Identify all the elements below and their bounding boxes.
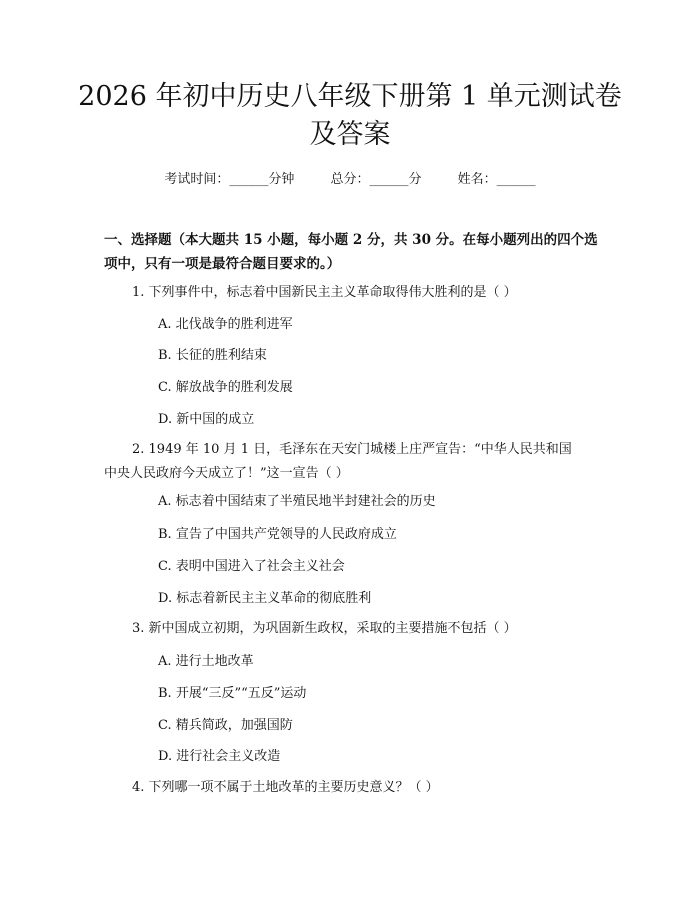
exam-time: 考试时间：______分钟	[164, 172, 295, 187]
page-title	[60, 78, 640, 154]
question-2-stem-line-2: 中央人民政府今天成立了！”这一宣告（ ）	[104, 466, 349, 481]
question-2-option-a: A. 标志着中国结束了半殖民地半封建社会的历史	[158, 494, 436, 509]
section-heading	[104, 228, 614, 276]
question-1-option-a: A. 北伐战争的胜利进军	[158, 317, 293, 332]
exam-info	[0, 168, 700, 187]
section-heading-line-2: 项中，只有一项是最符合题目要求的。）	[104, 256, 341, 272]
question-2-option-c: C. 表明中国进入了社会主义社会	[158, 559, 345, 574]
question-3-option-c: C. 精兵简政，加强国防	[158, 718, 293, 733]
section-heading-line-1: 一、选择题（本大题共 15 小题，每小题 2 分，共 30 分。在每小题列出的四个选	[104, 232, 598, 248]
question-4-stem: 4. 下列哪一项不属于土地改革的主要历史意义？（ ）	[132, 780, 439, 795]
student-name: 姓名：______	[457, 172, 536, 187]
question-3-option-b: B. 开展“三反”“五反”运动	[158, 686, 307, 701]
title-line-2: 及答案	[309, 119, 391, 150]
question-1-option-d: D. 新中国的成立	[158, 412, 255, 427]
title-line-1: 2026 年初中历史八年级下册第 1 单元测试卷	[78, 81, 622, 112]
question-1-option-b: B. 长征的胜利结束	[158, 348, 267, 363]
question-2-option-d: D. 标志着新民主主义革命的彻底胜利	[158, 591, 372, 606]
question-3-option-d: D. 进行社会主义改造	[158, 749, 281, 764]
question-1-stem: 1. 下列事件中，标志着中国新民主主义革命取得伟大胜利的是（ ）	[132, 285, 517, 300]
question-3-stem: 3. 新中国成立初期，为巩固新生政权，采取的主要措施不包括（ ）	[132, 621, 517, 636]
question-2-option-b: B. 宣告了中国共产党领导的人民政府成立	[158, 527, 397, 542]
question-2-stem	[104, 438, 624, 486]
question-2-stem-line-1: 2. 1949 年 10 月 1 日，毛泽东在天安门城楼上庄严宣告：“中华人民共和国	[132, 442, 572, 457]
question-1-option-c: C. 解放战争的胜利发展	[158, 380, 293, 395]
question-3-option-a: A. 进行土地改革	[158, 654, 254, 669]
total-score: 总分：______分	[330, 172, 422, 187]
